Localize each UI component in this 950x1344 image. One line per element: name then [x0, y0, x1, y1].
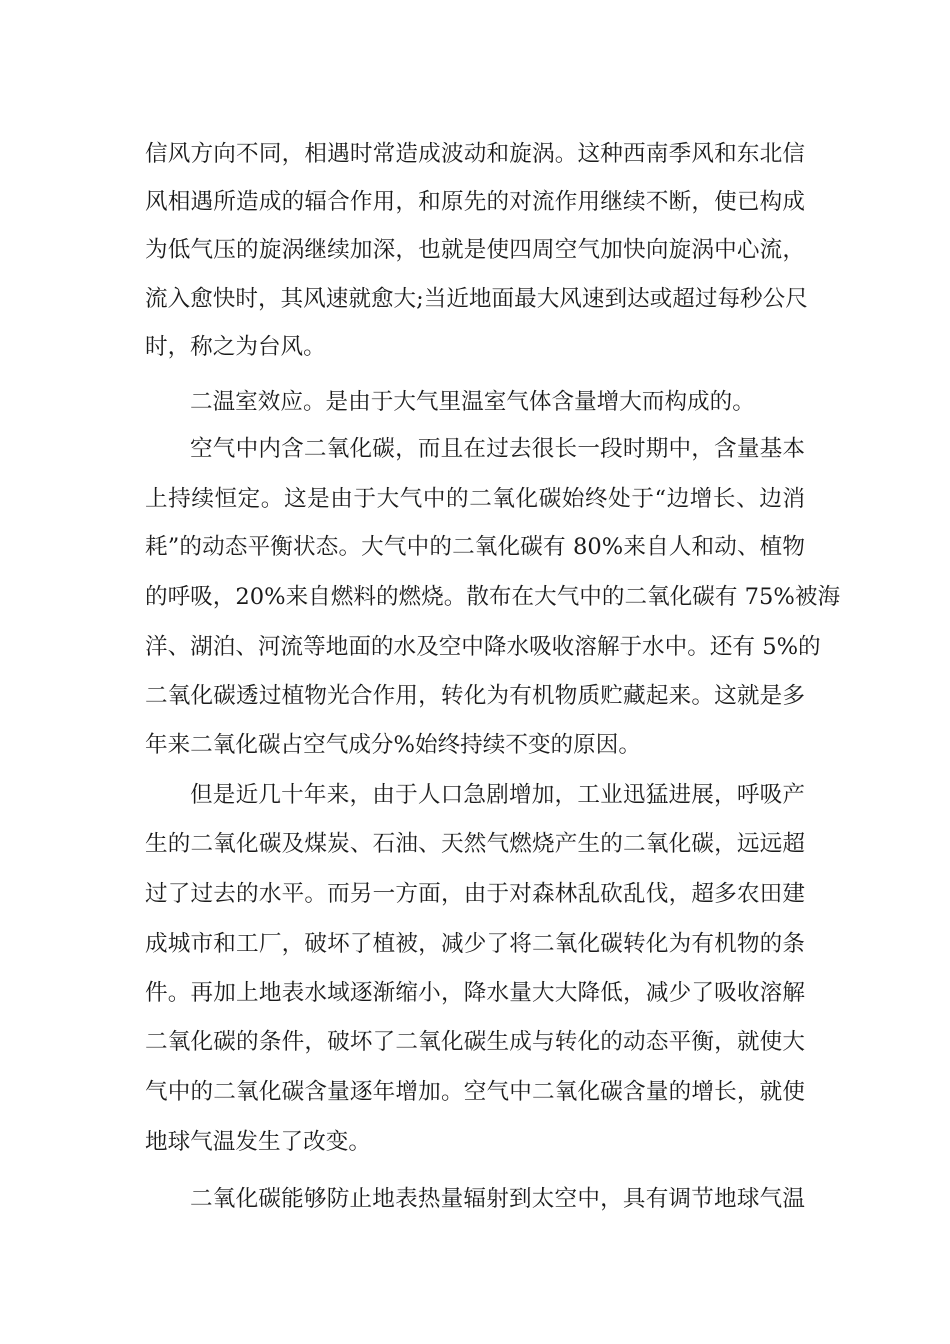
paragraph-1-line-5: 时，称之为台风。: [145, 334, 326, 360]
paragraph-1-line-2: 风相遇所造成的辐合作用，和原先的对流作用继续不断，使已构成: [145, 189, 805, 215]
paragraph-4-line-8: 地球气温发生了改变。: [145, 1129, 371, 1155]
paragraph-1-line-3: 为低气压的旋涡继续加深，也就是使四周空气加快向旋涡中心流，: [145, 237, 805, 263]
paragraph-3-line-4: 的呼吸，20%来自燃料的燃烧。散布在大气中的二氧化碳有 75%被海: [145, 584, 841, 610]
paragraph-4-line-5: 件。再加上地表水域逐渐缩小，降水量大大降低，减少了吸收溶解: [145, 980, 805, 1006]
paragraph-3-line-5: 洋、湖泊、河流等地面的水及空中降水吸收溶解于水中。还有 5%的: [145, 634, 821, 660]
paragraph-3-line-2: 上持续恒定。这是由于大气中的二氧化碳始终处于“边增长、边消: [145, 486, 805, 512]
paragraph-4-line-7: 气中的二氧化碳含量逐年增加。空气中二氧化碳含量的增长，就使: [145, 1079, 805, 1105]
paragraph-3-line-3: 耗”的动态平衡状态。大气中的二氧化碳有 80%来自人和动、植物: [145, 534, 805, 560]
paragraph-4-line-6: 二氧化碳的条件，破坏了二氧化碳生成与转化的动态平衡，就使大: [145, 1029, 805, 1055]
paragraph-2-line-1: 二温室效应。是由于大气里温室气体含量增大而构成的。: [190, 389, 755, 415]
paragraph-3-line-7: 年来二氧化碳占空气成分%始终持续不变的原因。: [145, 732, 641, 758]
paragraph-5-line-1: 二氧化碳能够防止地表热量辐射到太空中，具有调节地球气温: [190, 1186, 805, 1212]
paragraph-1-line-4: 流入愈快时，其风速就愈大;当近地面最大风速到达或超过每秒公尺: [145, 286, 808, 312]
paragraph-4-line-2: 生的二氧化碳及煤炭、石油、天然气燃烧产生的二氧化碳，远远超: [145, 831, 805, 857]
paragraph-1-line-1: 信风方向不同，相遇时常造成波动和旋涡。这种西南季风和东北信: [145, 141, 805, 167]
paragraph-4-line-3: 过了过去的水平。而另一方面，由于对森林乱砍乱伐，超多农田建: [145, 881, 805, 907]
paragraph-3-line-6: 二氧化碳透过植物光合作用，转化为有机物质贮藏起来。这就是多: [145, 683, 805, 709]
paragraph-4-line-4: 成城市和工厂，破坏了植被，减少了将二氧化碳转化为有机物的条: [145, 931, 805, 957]
paragraph-3-line-1: 空气中内含二氧化碳，而且在过去很长一段时期中，含量基本: [190, 436, 805, 462]
paragraph-4-line-1: 但是近几十年来，由于人口急剧增加，工业迅猛进展，呼吸产: [190, 782, 805, 808]
